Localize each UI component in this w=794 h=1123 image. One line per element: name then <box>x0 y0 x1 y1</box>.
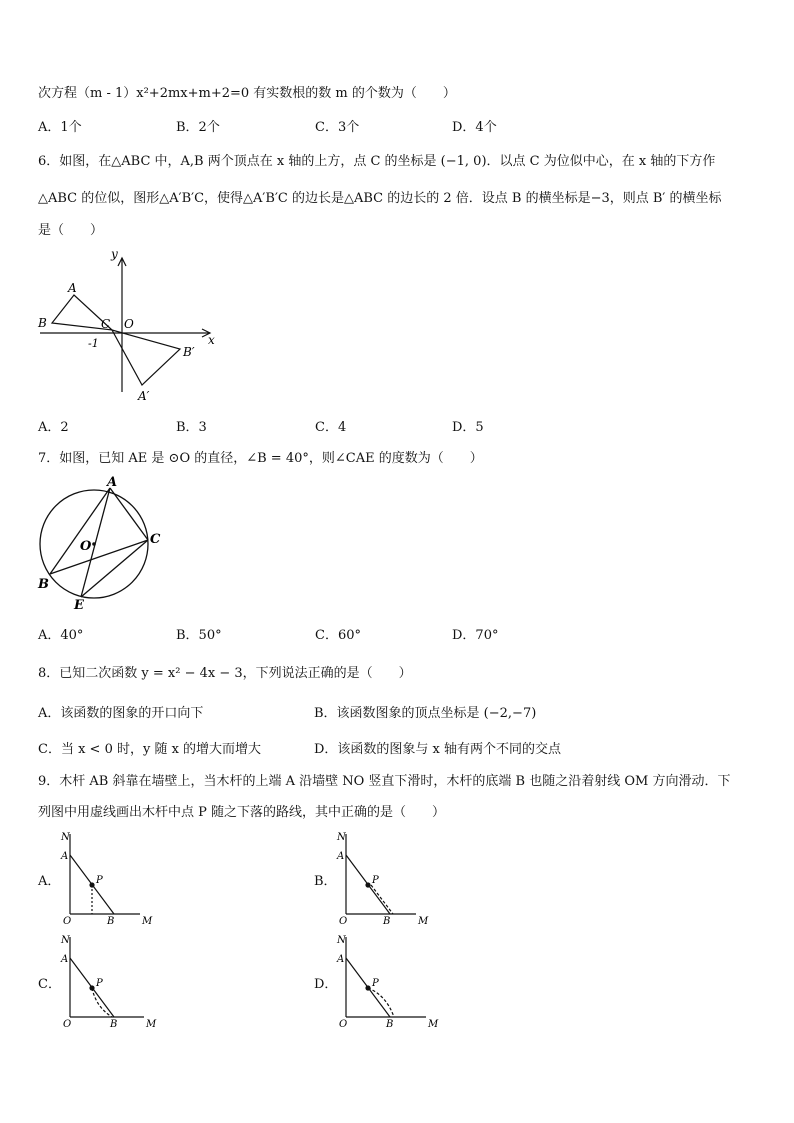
q6-label-b: B <box>38 316 47 330</box>
q8-option-b[interactable]: B．该函数图象的顶点坐标是 (−2,−7) <box>314 706 537 721</box>
q9d-label-a: A <box>337 954 345 965</box>
q9-stem-line2: 列图中用虚线画出木杆中点 P 随之下落的路线，其中正确的是（ ） <box>38 805 446 820</box>
q7-option-b[interactable]: B．50° <box>176 628 222 643</box>
q6-stem-line2: △ABC 的位似，图形△A′B′C，使得△A′B′C 的边长是△ABC 的边长的 2 倍．设点 B 的横坐标是−3，则点 B′ 的横坐标 <box>38 191 722 206</box>
q6-label-y: y <box>111 247 118 261</box>
q9b-label-a: A <box>337 851 345 862</box>
q9d-label-n: N <box>337 935 346 946</box>
q9-figure-c <box>58 933 158 1028</box>
q7-label-b: B <box>38 577 49 592</box>
q7-stem: 7．如图，已知 AE 是 ⊙O 的直径，∠B = 40°，则∠CAE 的度数为（ ） <box>38 451 483 466</box>
q9c-label-m: M <box>146 1019 157 1030</box>
q9-option-d[interactable]: D． <box>314 977 338 992</box>
q9d-label-o: O <box>339 1019 348 1030</box>
q6-label-c: C <box>101 317 111 331</box>
q9a-label-p: P <box>96 875 103 886</box>
q5-stem: 次方程（m - 1）x²+2mx+m+2=0 有实数根的数 m 的个数为（ ） <box>38 86 456 101</box>
q9c-label-o: O <box>63 1019 72 1030</box>
q8-option-a[interactable]: A．该函数的图象的开口向下 <box>38 706 204 721</box>
q6-stem-line3: 是（ ） <box>38 223 104 238</box>
q6-option-c[interactable]: C．4 <box>315 420 347 435</box>
q9d-label-m: M <box>428 1019 439 1030</box>
q9-figure-a <box>58 830 158 925</box>
q9-option-b[interactable]: B． <box>314 874 337 889</box>
q6-label-x: x <box>208 333 215 347</box>
q5-option-a[interactable]: A．1个 <box>38 120 82 135</box>
q9a-label-b: B <box>107 916 115 927</box>
q9b-label-o: O <box>339 916 348 927</box>
q7-label-o: O <box>80 539 92 554</box>
q6-label-a: A <box>68 281 77 295</box>
q5-option-b[interactable]: B．2个 <box>176 120 220 135</box>
q9a-label-n: N <box>61 832 70 843</box>
q8-option-d[interactable]: D．该函数的图象与 x 轴有两个不同的交点 <box>314 742 562 757</box>
q6-stem-line1: 6．如图，在△ABC 中，A,B 两个顶点在 x 轴的上方，点 C 的坐标是 (−1, 0)．以点 C 为位似中心，在 x 轴的下方作 <box>38 154 716 169</box>
q6-option-a[interactable]: A．2 <box>38 420 69 435</box>
q9c-label-b: B <box>110 1019 118 1030</box>
q7-option-a[interactable]: A．40° <box>38 628 84 643</box>
q7-option-d[interactable]: D．70° <box>452 628 499 643</box>
q9d-label-p: P <box>372 978 379 989</box>
q8-stem: 8．已知二次函数 y = x² − 4x − 3，下列说法正确的是（ ） <box>38 666 412 681</box>
q6-option-b[interactable]: B．3 <box>176 420 207 435</box>
q9c-label-a: A <box>61 954 69 965</box>
q9b-label-n: N <box>337 832 346 843</box>
q6-label-b-prime: B′ <box>183 345 195 359</box>
q6-label-o: O <box>124 317 134 331</box>
q9d-label-b: B <box>386 1019 394 1030</box>
q9-option-c[interactable]: C． <box>38 977 61 992</box>
q9-option-a[interactable]: A． <box>38 874 61 889</box>
q6-label-a-prime: A′ <box>138 389 150 403</box>
q7-label-e: E <box>74 598 84 613</box>
q7-label-a: A <box>107 475 118 490</box>
q9a-label-m: M <box>142 916 153 927</box>
q7-label-c: C <box>150 532 161 547</box>
q9-figure-d <box>334 933 444 1028</box>
q8-option-c[interactable]: C．当 x < 0 时，y 随 x 的增大而增大 <box>38 742 262 757</box>
q5-option-d[interactable]: D．4个 <box>452 120 497 135</box>
q9c-label-p: P <box>96 978 103 989</box>
q9a-label-o: O <box>63 916 72 927</box>
q9a-label-a: A <box>61 851 69 862</box>
q9b-label-m: M <box>418 916 429 927</box>
q6-option-d[interactable]: D．5 <box>452 420 484 435</box>
q9-figure-b <box>334 830 434 925</box>
q9b-label-p: P <box>372 875 379 886</box>
q5-option-c[interactable]: C．3个 <box>315 120 360 135</box>
q9c-label-n: N <box>61 935 70 946</box>
q6-label-minus1: -1 <box>88 337 99 350</box>
q7-option-c[interactable]: C．60° <box>315 628 361 643</box>
q9b-label-b: B <box>383 916 391 927</box>
q9-stem-line1: 9．木杆 AB 斜靠在墙壁上，当木杆的上端 A 沿墙壁 NO 竖直下滑时，木杆的底端 B 也随之沿着射线 OM 方向滑动．下 <box>38 774 731 789</box>
